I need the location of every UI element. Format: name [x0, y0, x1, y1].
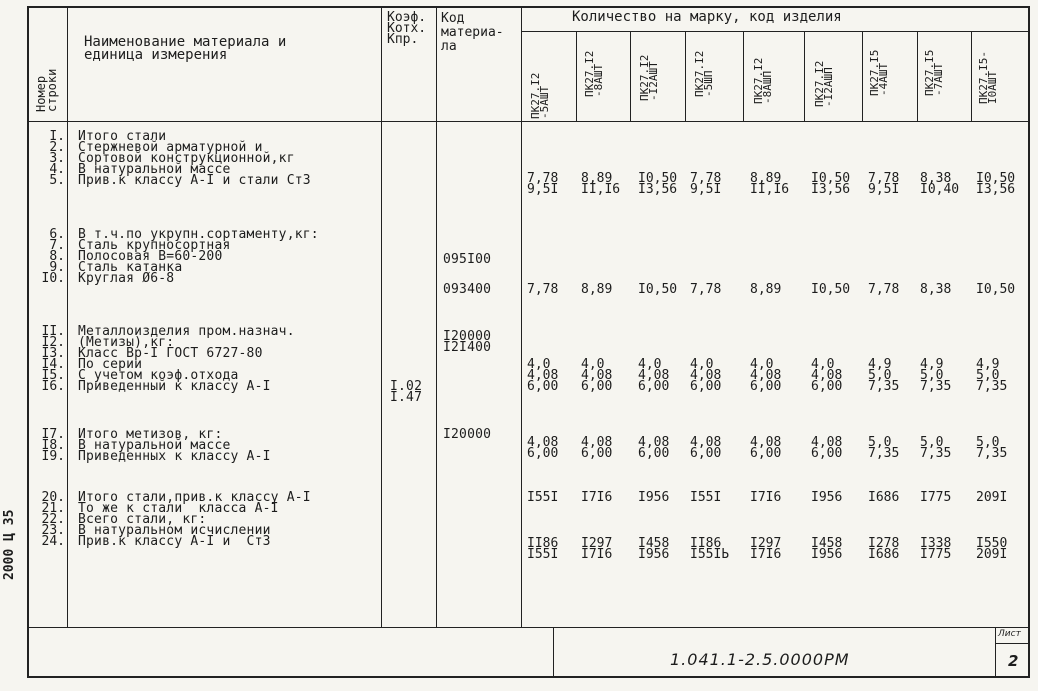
- quantity-cell: 5,0: [976, 435, 1000, 450]
- quantity-cell: I338: [920, 536, 952, 551]
- quantity-cell: 4,08: [690, 368, 722, 383]
- quantity-cell: 4,08: [581, 435, 613, 450]
- quantity-cell: I0,40: [920, 182, 960, 197]
- quantity-cell: I3,56: [811, 182, 851, 197]
- quantity-cell: 6,00: [811, 379, 843, 394]
- quantity-cell: I0,50: [811, 282, 851, 297]
- quantity-cell: I0,50: [811, 171, 851, 186]
- quantity-cell: 5,0: [920, 435, 944, 450]
- quantity-cell: 7,78: [527, 282, 559, 297]
- quantity-cell: II,I6: [581, 182, 621, 197]
- quantity-cell: I458: [811, 536, 843, 551]
- quantity-cell: 4,0: [581, 357, 605, 372]
- mark-column-divider: [576, 31, 577, 121]
- sheet-number: 2: [1008, 652, 1019, 670]
- quantity-cell: 6,00: [581, 446, 613, 461]
- mark-label: ПК27.I2 -8АШП: [752, 57, 774, 104]
- quantity-cell: I686: [868, 490, 900, 505]
- quantity-cell: 6,00: [750, 379, 782, 394]
- mark-column-divider: [630, 31, 631, 121]
- quantity-cell: 7,78: [868, 282, 900, 297]
- quantity-cell: 4,08: [581, 368, 613, 383]
- code-row-11: I20000: [443, 329, 492, 344]
- quantity-cell: 6,00: [811, 446, 843, 461]
- quantity-cell: 8,89: [750, 282, 782, 297]
- quantity-cell: 5,0: [976, 368, 1000, 383]
- quantity-cell: 4,08: [690, 435, 722, 450]
- quantity-cell: I7I6: [581, 490, 613, 505]
- code-row-10: 093400: [443, 282, 492, 297]
- quantity-cell: 7,78: [690, 282, 722, 297]
- quantity-cell: 7,35: [976, 446, 1008, 461]
- quantity-cell: 5,0: [920, 368, 944, 383]
- quantity-cell: II,I6: [750, 182, 790, 197]
- quantity-cell: 4,08: [750, 435, 782, 450]
- quantity-cell: 4,0: [690, 357, 714, 372]
- quantity-cell: 6,00: [638, 446, 670, 461]
- stamp-sheet-line: [995, 643, 1030, 644]
- quantity-cell: 7,35: [976, 379, 1008, 394]
- quantity-cell: I55I: [527, 490, 559, 505]
- quantity-cell: 8,89: [581, 171, 613, 186]
- quantity-cell: 4,9: [868, 357, 892, 372]
- mark-column-divider: [971, 31, 972, 121]
- material-names-group-5: Итого стали,прив.к классу А-I То же к стали класса А-I Всего стали, кг: В натуральном исчислении Прив.к классу А-I и Ст3: [78, 490, 311, 549]
- header-coef: Коэф. Котх. Кпр.: [387, 10, 427, 47]
- quantity-cell: 5,0: [868, 435, 892, 450]
- quantity-cell: 7,78: [868, 171, 900, 186]
- material-names-group-2: В т.ч.по укрупн.сортаменту,кг: Сталь крупносортная Полосовая В=60-200 Сталь катанка Круглая Ø6-8: [78, 227, 319, 286]
- quantity-cell: 7,78: [527, 171, 559, 186]
- margin-note: 2000 Ц 35: [2, 509, 17, 580]
- quantity-cell: II86: [690, 536, 722, 551]
- quantity-cell: 8,38: [920, 282, 952, 297]
- coef-row-15: I.02: [390, 379, 423, 394]
- mark-column-divider: [862, 31, 863, 121]
- coef-row-16: I.47: [390, 390, 423, 405]
- mark-label: ПК27.I5 -4АШТ: [868, 49, 890, 96]
- quantity-cell: 6,00: [690, 379, 722, 394]
- mark-column-divider: [743, 31, 744, 121]
- quantity-cell: 6,00: [638, 379, 670, 394]
- row-numbers-group-3: II. I2. I3. I4. I5. I6.: [41, 324, 65, 394]
- quantity-cell: 9,5I: [527, 182, 559, 197]
- quantity-cell: I956: [811, 547, 843, 562]
- quantity-cell: 4,0: [811, 357, 835, 372]
- quantity-cell: 6,00: [690, 446, 722, 461]
- row-numbers-group-1: I. 2. 3. 4. 5.: [49, 129, 65, 188]
- quantity-cell: 209I: [976, 490, 1008, 505]
- quantity-cell: I956: [638, 490, 670, 505]
- quantity-cell: 8,38: [920, 171, 952, 186]
- quantity-cell: 4,08: [527, 368, 559, 383]
- quantity-cell: I550: [976, 536, 1008, 551]
- quantity-cell: 7,35: [868, 379, 900, 394]
- quantity-cell: 6,00: [527, 446, 559, 461]
- quantity-cell: 6,00: [581, 379, 613, 394]
- mark-label: ПК27.I5 -7АШТ: [923, 49, 945, 96]
- quantity-cell: 4,08: [638, 435, 670, 450]
- divider-coef: [436, 6, 437, 627]
- quantity-cell: I0,50: [638, 171, 678, 186]
- quantity-cell: I0,50: [638, 282, 678, 297]
- stamp-top-line: [27, 627, 1030, 628]
- quantity-cell: 4,0: [527, 357, 551, 372]
- quantity-cell: 6,00: [527, 379, 559, 394]
- quantity-cell: I55I: [527, 547, 559, 562]
- quantity-cell: I0,50: [976, 282, 1016, 297]
- quantity-cell: 4,08: [811, 368, 843, 383]
- quantity-cell: 4,08: [750, 368, 782, 383]
- quantity-cell: I458: [638, 536, 670, 551]
- quantity-cell: I55I: [690, 490, 722, 505]
- quantity-cell: 7,35: [868, 446, 900, 461]
- document-code: 1.041.1-2.5.0000РМ: [670, 650, 850, 669]
- quantity-cell: I775: [920, 490, 952, 505]
- mark-column-divider: [804, 31, 805, 121]
- header-quantity: Количество на марку, код изделия: [572, 9, 842, 25]
- quantity-header-divider: [521, 31, 1030, 32]
- code-row-8: 095I00: [443, 252, 492, 267]
- quantity-cell: 4,08: [638, 368, 670, 383]
- quantity-cell: 6,00: [750, 446, 782, 461]
- mark-label: ПК27.I2 -8АШТ: [583, 50, 605, 97]
- material-names-group-1: Итого стали Стержневой арматурной и Сортовой конструкционной,кг В натуральной массе Прив.к классу А-I и стали Ст3: [78, 129, 311, 188]
- material-names-group-4: Итого метизов, кг: В натуральной массе Приведенных к классу А-I: [78, 427, 271, 464]
- divider-name: [381, 6, 382, 627]
- quantity-cell: 5,0: [868, 368, 892, 383]
- mark-column-divider: [917, 31, 918, 121]
- mark-column-divider: [685, 31, 686, 121]
- quantity-cell: I686: [868, 547, 900, 562]
- quantity-cell: 209I: [976, 547, 1008, 562]
- quantity-cell: I956: [638, 547, 670, 562]
- quantity-cell: 7,35: [920, 379, 952, 394]
- quantity-cell: I7I6: [581, 547, 613, 562]
- header-material: Наименование материала и единица измерения: [84, 34, 287, 63]
- header-row-no: Номер строки: [34, 68, 59, 112]
- quantity-cell: I7I6: [750, 547, 782, 562]
- quantity-cell: 9,5I: [868, 182, 900, 197]
- quantity-cell: 4,9: [920, 357, 944, 372]
- quantity-cell: I7I6: [750, 490, 782, 505]
- quantity-cell: 4,9: [976, 357, 1000, 372]
- quantity-cell: I55IЬ: [690, 547, 730, 562]
- code-row-12: I2I400: [443, 340, 492, 355]
- stamp-sheet-divider: [995, 627, 996, 678]
- quantity-cell: I775: [920, 547, 952, 562]
- code-row-17: I20000: [443, 427, 492, 442]
- quantity-cell: 8,89: [750, 171, 782, 186]
- row-numbers-group-5: 20. 21. 22. 23. 24.: [41, 490, 65, 549]
- quantity-cell: 7,78: [690, 171, 722, 186]
- row-numbers-group-4: I7. I8. I9.: [41, 427, 65, 464]
- mark-label: ПК27.I5- I0АШТ: [977, 51, 999, 104]
- material-names-group-3: Металлоизделия пром.назнач. (Метизы),кг: Класс Вр-I ГОСТ 6727-80 По серии С учетом коэф.отхода Приведенный к классу А-I: [78, 324, 295, 394]
- quantity-cell: II86: [527, 536, 559, 551]
- quantity-cell: I278: [868, 536, 900, 551]
- divider-code: [521, 6, 522, 627]
- quantity-cell: I297: [581, 536, 613, 551]
- header-bottom-line: [27, 121, 1030, 122]
- quantity-cell: 4,0: [638, 357, 662, 372]
- quantity-cell: 4,08: [527, 435, 559, 450]
- stamp-divider: [553, 627, 554, 678]
- row-numbers-group-2: 6. 7. 8. 9. I0.: [41, 227, 65, 286]
- quantity-cell: I3,56: [976, 182, 1016, 197]
- quantity-cell: 8,89: [581, 282, 613, 297]
- header-code: Код материа- ла: [441, 11, 504, 54]
- quantity-cell: 4,08: [811, 435, 843, 450]
- mark-label: ПК27.I2 -5ШП: [693, 50, 715, 97]
- divider-row-no: [67, 6, 68, 627]
- quantity-cell: 7,35: [920, 446, 952, 461]
- quantity-cell: 4,0: [750, 357, 774, 372]
- mark-label: ПК27.I2 -I2АШТ: [638, 54, 660, 101]
- quantity-cell: 9,5I: [690, 182, 722, 197]
- quantity-cell: I0,50: [976, 171, 1016, 186]
- quantity-cell: I3,56: [638, 182, 678, 197]
- quantity-cell: I297: [750, 536, 782, 551]
- quantity-cell: I956: [811, 490, 843, 505]
- mark-label: ПК27.I2 -5АШТ: [529, 72, 551, 119]
- sheet-label: Лист: [998, 629, 1021, 639]
- mark-label: ПК27.I2 -I2АШП: [813, 60, 835, 107]
